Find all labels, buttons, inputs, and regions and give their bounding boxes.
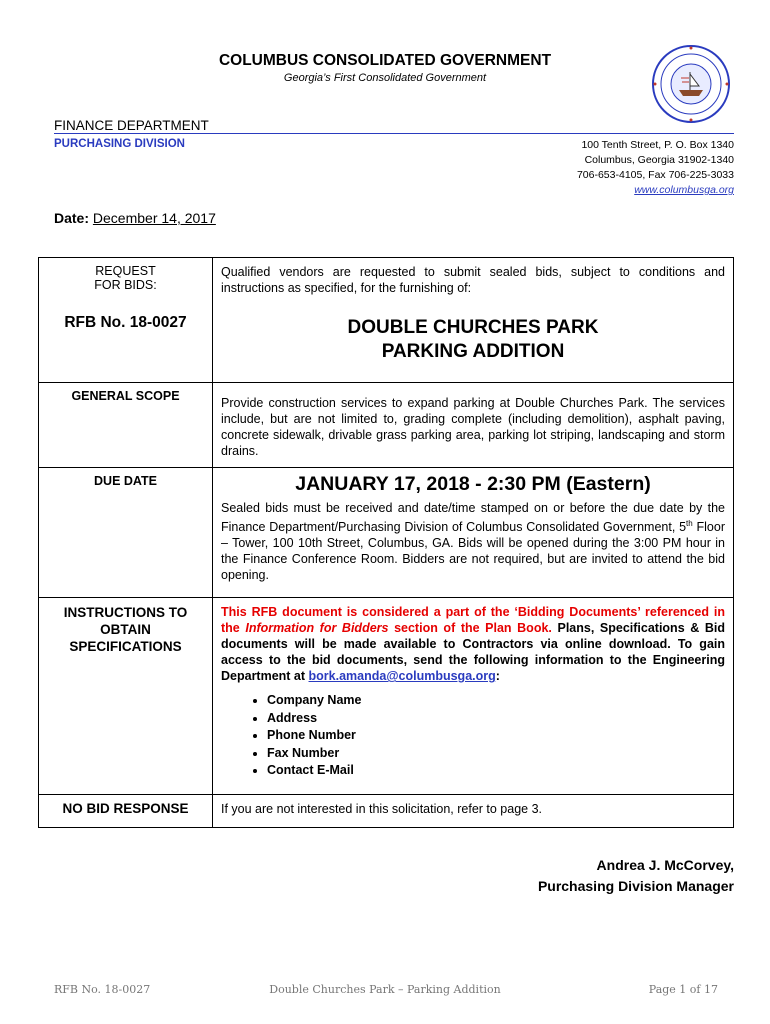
list-item: • Contact E-Mail (267, 762, 725, 780)
instructions-row (39, 598, 734, 795)
instructions-label-line3: SPECIFICATIONS (69, 639, 182, 655)
website-link[interactable]: www.columbusga.org (634, 184, 734, 196)
due-text-sup: th (686, 519, 693, 528)
no-bid-text: If you are not interested in this solicitation, refer to page 3. (221, 801, 543, 816)
instructions-text (221, 604, 725, 684)
request-label-cell (39, 258, 213, 383)
footer-page-number: Page 1 of 17 (648, 983, 718, 996)
due-text-part1: Sealed bids must be received and date/time stamped on or before the due date by the Finance Department/Purchasing Division of Columbus Consolidated Government, 5 (221, 501, 725, 535)
instructions-label-line1: INSTRUCTIONS TO (63, 605, 188, 621)
due-content-cell (213, 468, 734, 598)
list-item: • Address (267, 710, 725, 728)
list-item: • Phone Number (267, 727, 725, 745)
request-label-line2: FOR BIDS: (94, 278, 157, 292)
project-title-line1: DOUBLE CHURCHES PARK (347, 317, 599, 338)
instructions-label-cell (39, 598, 213, 795)
request-label-line1: REQUEST (95, 264, 156, 278)
instructions-colon: : (495, 669, 500, 684)
phone-fax: 706-653-4105, Fax 706-225-3033 (576, 169, 734, 181)
project-title-line2: PARKING ADDITION (381, 341, 565, 362)
engineering-email-link[interactable]: bork.amanda@columbusga.org (308, 669, 496, 684)
address-line-2: Columbus, Georgia 31902-1340 (584, 154, 734, 166)
rfb-info-table (38, 257, 734, 828)
due-date-headline: JANUARY 17, 2018 - 2:30 PM (Eastern) (295, 473, 651, 495)
department-heading: FINANCE DEPARTMENT (54, 118, 734, 134)
request-content-cell (213, 258, 734, 383)
footer-left: RFB No. 18-0027 (54, 983, 151, 996)
org-title: COLUMBUS CONSOLIDATED GOVERNMENT (218, 52, 552, 69)
request-text: Qualified vendors are requested to submit sealed bids, subject to conditions and instructions as specified, for the furnishing of: (221, 265, 725, 295)
list-item: • Fax Number (267, 745, 725, 763)
instructions-label-line2: OBTAIN (100, 622, 151, 638)
request-row (39, 258, 734, 383)
due-row (39, 468, 734, 598)
list-item: • Company Name (267, 692, 725, 710)
city-seal-icon (651, 44, 731, 124)
instructions-black-text: Plans, Specifications & Bid documents will be made available to Contractors via online download. To gain access to the bid documents, send the following information to the Engineering Department at (221, 621, 725, 684)
contact-address (577, 138, 734, 198)
instructions-red-part1: This RFB document is considered a part of the ‘Bidding Documents’ referenced in the (221, 605, 725, 636)
scope-row (39, 383, 734, 468)
footer-center: Double Churches Park – Parking Addition (269, 983, 501, 996)
org-tagline: Georgia’s First Consolidated Government (283, 72, 487, 84)
no-bid-row (39, 794, 734, 827)
required-info-list (221, 692, 725, 780)
no-bid-content-cell (213, 794, 734, 827)
scope-label: GENERAL SCOPE (39, 383, 213, 468)
instructions-content-cell (213, 598, 734, 795)
scope-content-cell (213, 383, 734, 468)
date-value: December 14, 2017 (92, 210, 216, 226)
project-title (221, 316, 725, 364)
rfb-number: RFB No. 18-0027 (64, 314, 187, 331)
scope-text: Provide construction services to expand parking at Double Churches Park. The services include, but are not limited to, grading complete (including demolition), asphalt paving, concrete sidewalk, drivable grass parking area, parking lot striping, landscaping and storm drains. (221, 396, 725, 458)
date-label: Date: (54, 210, 90, 226)
address-line-1: 100 Tenth Street, P. O. Box 1340 (581, 139, 734, 151)
issue-date (54, 210, 216, 226)
instructions-red-part2: section of the Plan Book. (388, 621, 552, 636)
division-heading: PURCHASING DIVISION (54, 138, 185, 150)
instructions-red-italic: Information for Bidders (245, 621, 389, 636)
due-text (221, 500, 725, 583)
signatory-title: Purchasing Division Manager (537, 878, 734, 894)
due-text-part2: Floor – Tower, 100 10th Street, Columbus, GA. Bids will be opened during the 3:00 PM hour in the Finance Conference Room. Bidders are not required, but are invited to attend the bid opening. (221, 520, 726, 583)
signatory-name: Andrea J. McCorvey, (596, 857, 734, 873)
no-bid-label: NO BID RESPONSE (39, 794, 213, 827)
due-label: DUE DATE (39, 468, 213, 598)
